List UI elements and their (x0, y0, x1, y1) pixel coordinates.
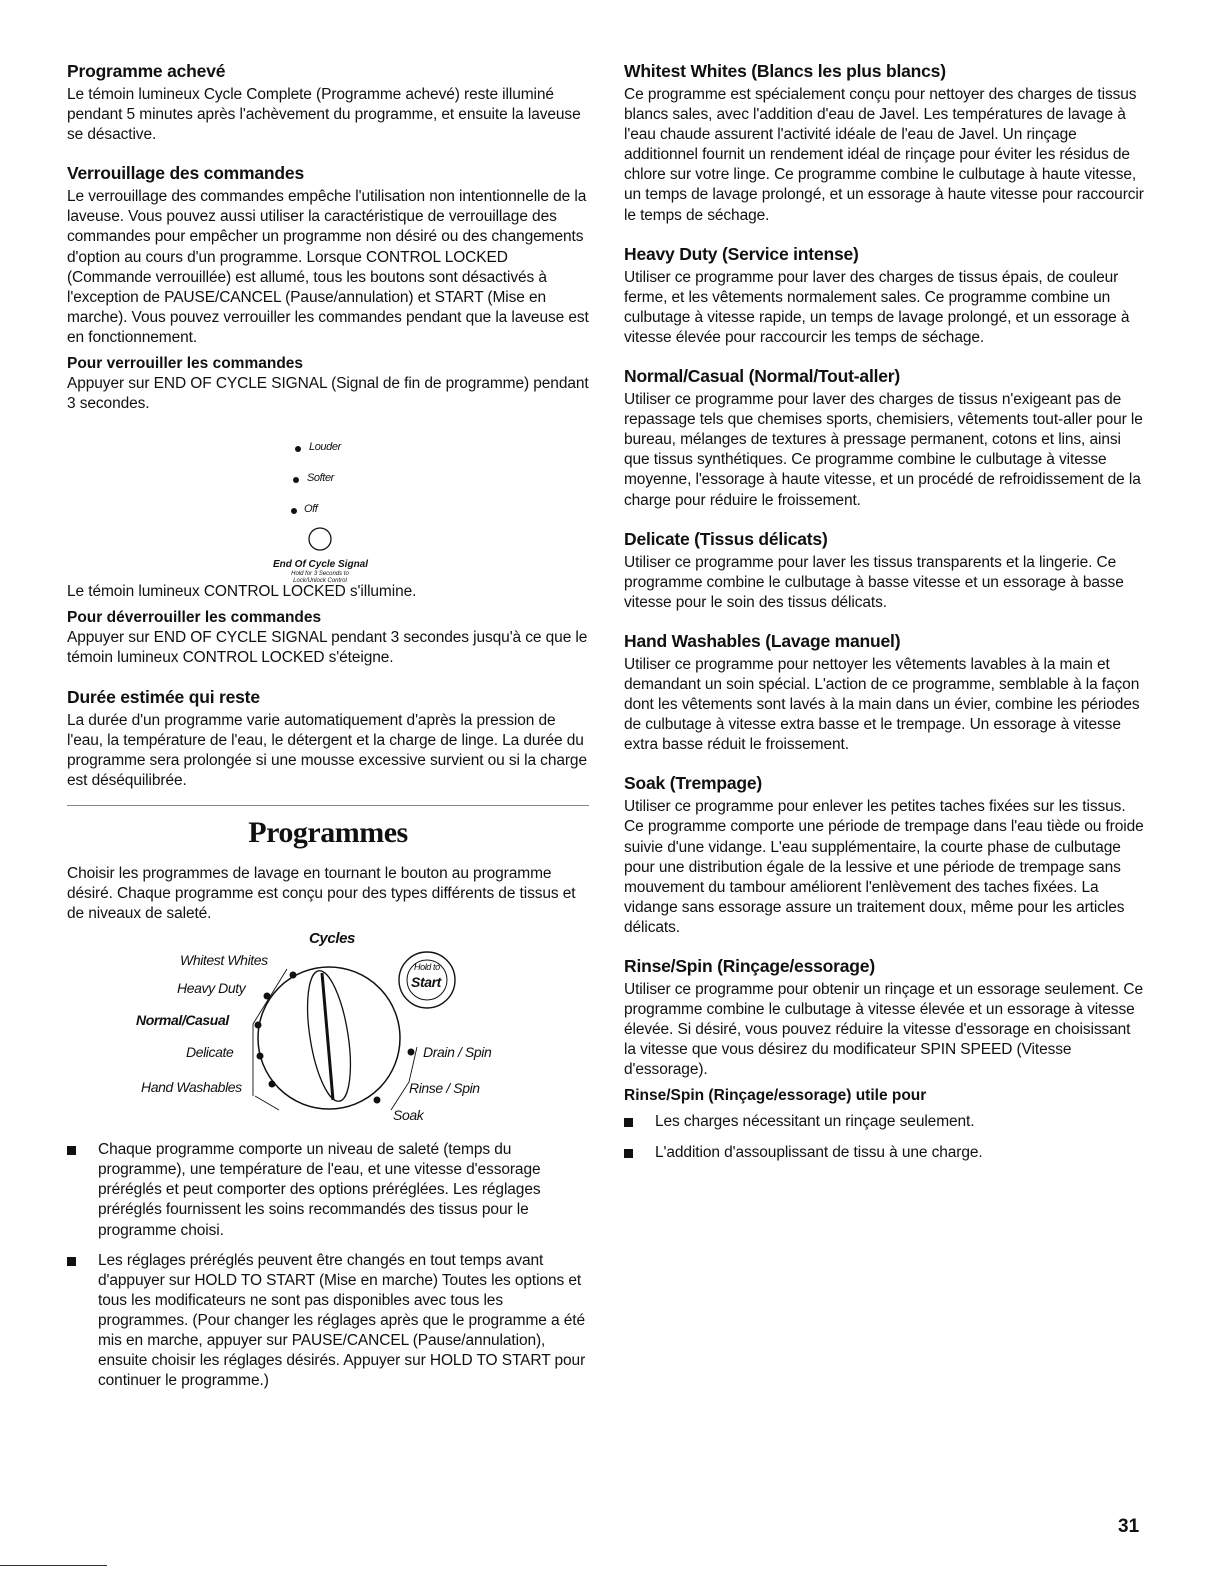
section-body: Utiliser ce programme pour obtenir un rinçage et un essorage seulement. Ce programme combine le culbutage à vitesse élevée et un essorage à vitesse élevée. Si désiré, vous pouvez réduire la vitesse d'essorage en choisissant la vitesse que vous désirez du modificateur SPIN SPEED (Vitesse d'essorage). (624, 981, 1144, 1079)
section-body: Utiliser ce programme pour laver les tissus transparents et la lingerie. Ce programme combine le culbutage à basse vitesse et un essorage à basse vitesse pour le soin des tissus délicats. (624, 553, 1124, 611)
hand-leader (255, 1096, 279, 1110)
cycles-dial-figure (67, 924, 589, 1134)
drain-dot (408, 1049, 415, 1056)
normal-dot (255, 1022, 262, 1029)
section-title: Soak (Trempage) (624, 773, 763, 794)
section-title: Rinse/Spin (Rinçage/essorage) (624, 956, 875, 976)
bullet-text: Chaque programme comporte un niveau de saleté (temps du programme), une température de l'eau, et une vitesse d'essorage préréglés et peut comporter des options préréglées. Les réglages préréglés fournissent les soins recommandés des tissus pour le programme choisi. (98, 1141, 541, 1239)
section-body: Le verrouillage des commandes empêche l'utilisation non intentionnelle de la laveuse. Vous pouvez aussi utiliser la caractéristique de verrouillage des commandes pour empêcher un programme non désiré ou des changements d'option au cours d'un programme. Lorsque CONTROL LOCKED (Commande verrouillée) est allumé, tous les boutons sont désactivés à l'exception de PAUSE/CANCEL (Pause/annulation) et START (Mise en marche). Vous pouvez verrouiller les commandes pendant que la laveuse est en fonctionnement. (67, 188, 589, 346)
section-title: Hand Washables (Lavage manuel) (624, 630, 901, 651)
divider (67, 805, 589, 806)
section-programme-acheve (67, 60, 589, 145)
bullet-square-icon (624, 1118, 633, 1127)
label-heavy-duty: Heavy Duty (177, 980, 246, 997)
label-whitest-whites: Whitest Whites (180, 952, 268, 969)
section-body: Utiliser ce programme pour laver des charges de tissus n'exigeant pas de repassage tels que chemises sports, chemisiers, vêtements tout-aller pour le bureau, mélanges de textures à pressage permanent, cotons et lins, ainsi que tissus synthétiques. Ce programme combine le culbutage à vitesse moyenne, l'essorage à haute vitesse, et un procédé de refroidissement de la charge pour réduire le froissement. (624, 391, 1143, 509)
hold-line-1: Hold for 3 Seconds to (291, 571, 349, 578)
louder-dot (295, 446, 301, 452)
bullet-square-icon (67, 1146, 76, 1155)
bullet-square-icon (624, 1149, 633, 1158)
section-title: Durée estimée qui reste (67, 686, 260, 707)
signal-hold-note (275, 571, 365, 585)
label-normal-casual: Normal/Casual (136, 1012, 229, 1029)
section-body: La durée d'un programme varie automatiquement d'après la pression de l'eau, la température de l'eau, le détergent et la charge de linge. La durée du programme sera prolongée si une mousse excessive survient ou si la charge est déséquilibrée. (67, 711, 587, 789)
label-delicate: Delicate (186, 1044, 234, 1061)
hold-line-2: Lock/Unlock Control (293, 578, 347, 585)
programmes-intro: Choisir les programmes de lavage en tournant le bouton au programme désiré. Chaque programme est conçu pour des types différents de tissus et de niveaux de saleté. (67, 864, 576, 923)
list-item (624, 1143, 1146, 1163)
louder-label: Louder (309, 441, 341, 454)
signal-button-icon (309, 528, 331, 550)
section-title: Whitest Whites (Blancs les plus blancs) (624, 61, 946, 81)
subsection-title: Pour déverrouiller les commandes (67, 609, 322, 627)
rinse-dot (374, 1097, 381, 1104)
section-duree (67, 686, 589, 791)
section-title: Verrouillage des commandes (67, 163, 304, 184)
heavy-dot (264, 993, 271, 1000)
cycles-title: Cycles (309, 930, 355, 948)
section-body: Utiliser ce programme pour nettoyer les vêtements lavables à la main et demandant un soin spécial. L'action de ce programme, semblable à la façon dont les vêtements sont lavés à la main dans un évier, combine les périodes de culbutage à vitesse extra basse et le trempage. Un essorage à vitesse extra basse réduit le froissement. (624, 655, 1140, 754)
hand-dot (269, 1081, 276, 1088)
section-hand-washables (624, 630, 1146, 755)
section-body: Utiliser ce programme pour laver des charges de tissus épais, de couleur ferme, et les vêtements normalement sales. Ce programme combine un culbutage à vitesse rapide, un temps de lavage prolongé, et un essorage à vitesse élevée pour raccourcir les temps de séchage. (624, 268, 1130, 346)
section-title: Normal/Casual (Normal/Tout-aller) (624, 366, 901, 387)
subsection-title: Rinse/Spin (Rinçage/essorage) utile pour (624, 1087, 927, 1105)
section-whitest-whites (624, 60, 1146, 226)
cycles-dial-graphic (67, 924, 589, 1134)
page-number: 31 (1118, 1516, 1140, 1537)
section-control-locked (67, 582, 589, 668)
bullet-text: Les réglages préréglés peuvent être changés en tout temps avant d'appuyer sur HOLD TO START (Mise en marche) Toutes les options et tous les modificateurs ne sont pas disponibles avec tous les programmes. (Pour changer les réglages après que le programme a été mis en marche, appuyer sur PAUSE/CANCEL (Pause/annulation), ensuite choisir les réglages désirés. Appuyer sur HOLD TO START pour continuer le programme.) (98, 1251, 586, 1390)
bullet-text: Les charges nécessitant un rinçage seulement. (655, 1113, 975, 1131)
signal-name: End Of Cycle Signal (273, 559, 369, 571)
list-item (624, 1112, 1146, 1132)
rinse-uses-list (624, 1112, 1146, 1162)
right-column (624, 60, 1146, 1173)
subsection-body: Appuyer sur END OF CYCLE SIGNAL pendant 3 secondes jusqu'à ce que le témoin lumineux CONTROL LOCKED s'éteigne. (67, 629, 588, 667)
label-hand-washables: Hand Washables (141, 1079, 242, 1096)
programmes-bullets (67, 1140, 589, 1391)
label-drain-spin: Drain / Spin (423, 1044, 492, 1061)
off-dot (291, 508, 297, 514)
bullet-square-icon (67, 1257, 76, 1266)
subsection-title: Pour verrouiller les commandes (67, 355, 304, 373)
section-normal-casual (624, 365, 1146, 511)
section-soak (624, 772, 1146, 938)
whitest-dot (290, 972, 297, 979)
section-rinse-spin (624, 955, 1146, 1163)
section-title: Heavy Duty (Service intense) (624, 243, 859, 264)
delicate-dot (257, 1053, 264, 1060)
label-start: Start (411, 974, 441, 991)
subsection-body: Appuyer sur END OF CYCLE SIGNAL (Signal de fin de programme) pendant 3 secondes. (67, 375, 589, 413)
section-title: Delicate (Tissus délicats) (624, 528, 828, 549)
section-verrouillage (67, 162, 589, 414)
end-of-cycle-signal-figure (67, 414, 589, 584)
control-locked-text: Le témoin lumineux CONTROL LOCKED s'illumine. (67, 583, 417, 601)
programmes-heading: Programmes (248, 815, 408, 849)
section-body: Utiliser ce programme pour enlever les petites taches fixées sur les tissus. Ce programme comporte une période de trempage dans l'eau tiède ou froide suivie d'une vidange. L'eau supplémentaire, la courte phase de culbutage pour une distribution égale de la lessive et une période de trempage sans mouvement du tambour améliorent l'enlèvement des taches fixées. La vidange sans essorage assure un traitement doux, même pour les articles délicats. (624, 798, 1144, 936)
bullet-text: L'addition d'assouplissant de tissu à une charge. (655, 1143, 983, 1161)
section-delicate (624, 528, 1146, 613)
list-item (67, 1251, 589, 1392)
section-title: Programme achevé (67, 61, 226, 81)
section-body: Ce programme est spécialement conçu pour nettoyer des charges de tissus blancs sales, avec l'addition d'eau de Javel. Les températures de lavage à l'eau chaude assurent l'activité idéale de l'eau de Javel. Un rinçage additionnel fournit un rendement idéal de rinçage pour éviter les résidus de chlore sur votre linge. Ce programme combine le culbutage à haute vitesse, un temps de lavage prolongé, et un essorage à haute vitesse pour raccourcir le temps de séchage. (624, 86, 1144, 224)
label-rinse-spin: Rinse / Spin (409, 1080, 480, 1097)
left-column (67, 60, 589, 1401)
label-soak: Soak (393, 1107, 424, 1124)
section-heavy-duty (624, 243, 1146, 348)
footer-rule (0, 1565, 107, 1566)
softer-label: Softer (307, 472, 334, 485)
softer-dot (293, 477, 299, 483)
section-body: Le témoin lumineux Cycle Complete (Programme achevé) reste illuminé pendant 5 minutes après l'achèvement du programme, et ensuite la laveuse se désactive. (67, 86, 581, 144)
label-hold-to: Hold to (414, 962, 440, 973)
list-item (67, 1140, 589, 1240)
off-label: Off (304, 503, 318, 516)
